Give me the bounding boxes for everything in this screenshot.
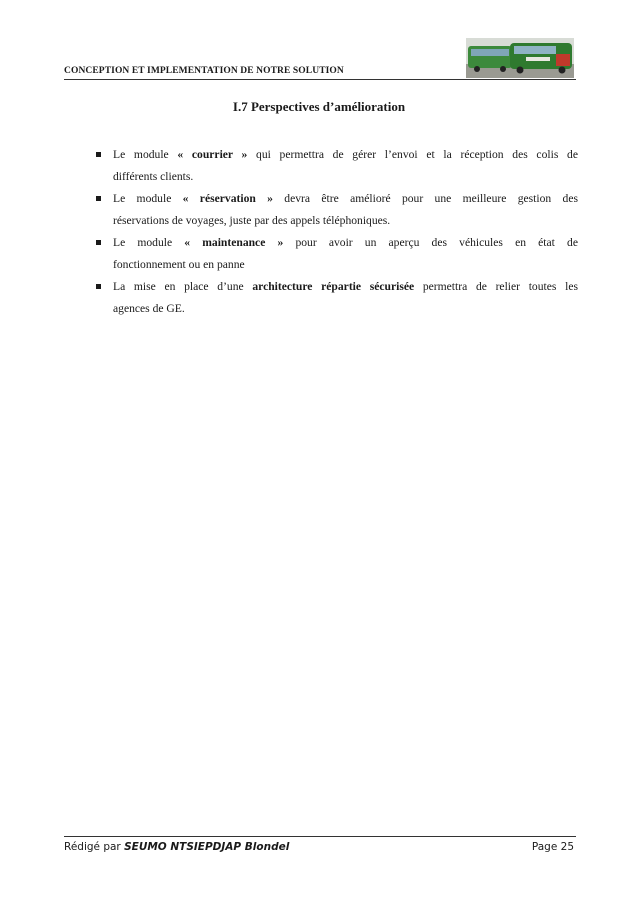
square-bullet-icon (96, 284, 101, 289)
module-name: « courrier » (177, 148, 248, 161)
architecture-term: architecture répartie sécurisée (252, 280, 415, 293)
module-name: « maintenance » (184, 236, 284, 249)
header-rule (64, 79, 576, 80)
author-name: SEUMO NTSIEPDJAP Blondel (124, 841, 290, 853)
list-item: Le module « maintenance » pour avoir un aperçu des véhicules en état de fonctionnement ou en panne (96, 232, 578, 276)
bus-illustration (466, 38, 574, 78)
section-title: I.7 Perspectives d’amélioration (232, 99, 406, 114)
running-header: CONCEPTION ET IMPLEMENTATION DE NOTRE SOLUTION (64, 66, 344, 76)
footer-rule (64, 836, 576, 837)
list-item: Le module « réservation » devra être amélioré pour une meilleure gestion des réservations de voyages, juste par des appels téléphoniques. (96, 188, 578, 232)
module-name: « réservation » (182, 192, 273, 205)
square-bullet-icon (96, 240, 101, 245)
square-bullet-icon (96, 152, 101, 157)
perspectives-list (96, 144, 578, 320)
list-item: Le module « courrier » qui permettra de gérer l’envoi et la réception des colis de différents clients. (96, 144, 578, 188)
bus-photo-logo (466, 38, 574, 78)
list-item: La mise en place d’une architecture répartie sécurisée permettra de relier toutes les agences de GE. (96, 276, 578, 320)
square-bullet-icon (96, 196, 101, 201)
footer-author: Rédigé par SEUMO NTSIEPDJAP Blondel (64, 841, 290, 853)
page-number: Page 25 (531, 841, 574, 853)
